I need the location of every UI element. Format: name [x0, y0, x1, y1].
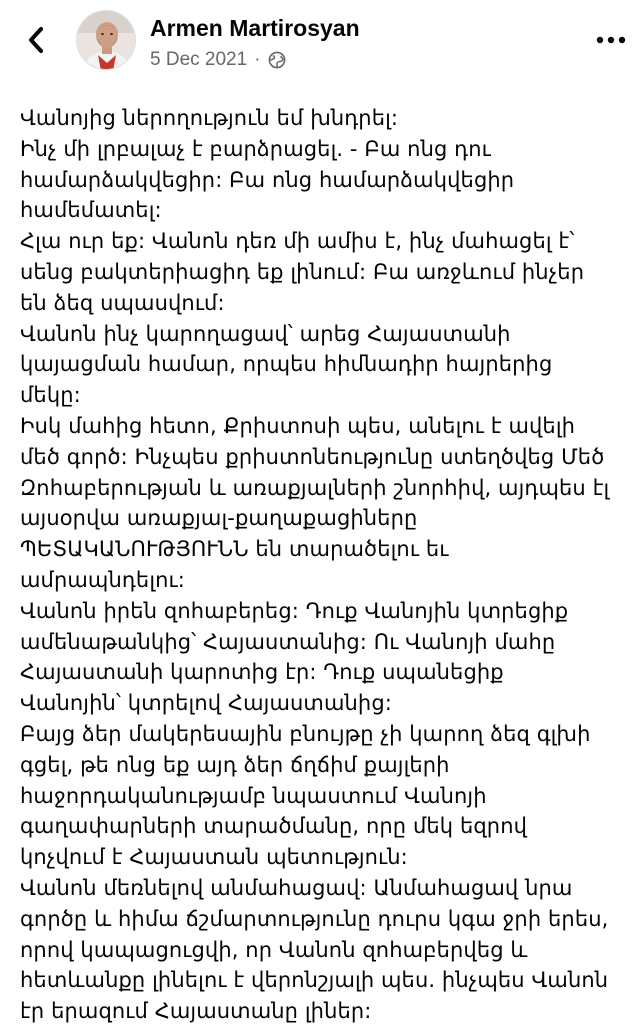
post-text-line: մեկը:: [20, 383, 81, 408]
post-text-line: համեմատել:: [20, 198, 162, 223]
post-text-line: էր երազում Հայաստանը լիներ:: [20, 999, 372, 1024]
post-text-line: Հլա ուր եք: Վանոն դեռ մի ամիս է, ինչ մահացել է՝: [20, 229, 575, 254]
avatar[interactable]: [76, 10, 136, 70]
post-text-line: հաջորդականությամբ նպաստում Վանոյի: [20, 783, 487, 808]
post-text-line: գործը և հիմա ճշմարտությունը դուրս կգա ջրի երես,: [20, 906, 609, 931]
post-text-line: ՊԵՏԱԿԱՆՈՒԹՅՈՒՆՆ են տարածելու եւ: [20, 537, 449, 562]
post-meta: [150, 49, 286, 71]
post-text-line: Ինչ մի լրբալաչ է բարձրացել. - Բա ոնց դու: [20, 136, 491, 161]
post-text-line: Հայաստանի կարոտից էր: Դուք սպանեցիք: [20, 660, 504, 685]
post-text-line: են ձեզ սպասվում:: [20, 290, 225, 315]
post-text-line: Իսկ մահից հետո, Քրիստոսի պես, անելու է ավելի: [20, 413, 576, 438]
post-text-line: որով կապացուցվի, որ Վանոն զոհաբերվեց և: [20, 937, 528, 962]
post-text-line: Վանոն ինչ կարողացավ՝ արեց Հայաստանի: [20, 321, 511, 346]
post-text-line: այսօրվա առաքյալ-քաղաքացիները: [20, 506, 418, 531]
post-text-line: սենց բակտերիացիդ եք լինում: Բա առջևում ինչեր: [20, 259, 585, 284]
post-text-line: Բայց ձեր մակերեսային բնույթը չի կարող ձեզ գլխի: [20, 721, 591, 746]
post-text-line: ամենաթանկից՝ Հայաստանից: Ու Վանոյի մահը: [20, 629, 556, 654]
chevron-left-icon: [26, 25, 46, 55]
author-photo: [77, 11, 136, 70]
author-name[interactable]: Armen Martirosyan: [150, 15, 360, 41]
post-text-line: կոչվում է Հայաստան պետություն:: [20, 845, 408, 870]
post-body: [20, 103, 635, 1027]
post-text-line: Վանոյից ներողություն եմ խնդրել:: [20, 106, 399, 130]
post-text-line: Վանոն իրեն զոհաբերեց: Դուք Վանոյին կտրեցիք: [20, 598, 569, 623]
globe-icon[interactable]: [268, 51, 286, 69]
post-text-line: Վանոն մեռնելով անմահացավ: Անմահացավ նրա: [20, 875, 573, 900]
post-text-line: մեծ գործ: Ինչպես քրիստոնեությունը ստեղծվեց Մեծ: [20, 444, 605, 469]
more-options-button[interactable]: [594, 26, 628, 54]
post-text-line: համարձակվեցիր: Բա ոնց համարձակվեցիր: [20, 167, 515, 192]
post-text-line: կայացման համար, որպես հիմնադիր հայրերից: [20, 352, 553, 377]
post-text-line: գցել, թե ոնց եք այդ ձեր ճղճիմ քայլերի: [20, 752, 450, 777]
post-header: [0, 0, 640, 80]
more-horizontal-icon: [596, 36, 626, 44]
back-button[interactable]: [22, 22, 50, 58]
post-text-line: գաղափարների տարածմանը, որը մեկ եզրով: [20, 814, 528, 839]
post-text-line: Վանոյին՝ կտրելով Հայաստանից:: [20, 691, 392, 716]
post-text-line: Զոհաբերության և առաքյալների շնորհիվ, այդպես էլ: [20, 475, 610, 500]
post-date[interactable]: 5 Dec 2021: [150, 49, 248, 70]
post-text-line: հետևանքը լինելու է վերոնշյալի պես. ինչպես Վանոն: [20, 968, 609, 993]
meta-separator: ·: [254, 49, 261, 70]
post-text-line: ամրապնդելու:: [20, 567, 185, 592]
